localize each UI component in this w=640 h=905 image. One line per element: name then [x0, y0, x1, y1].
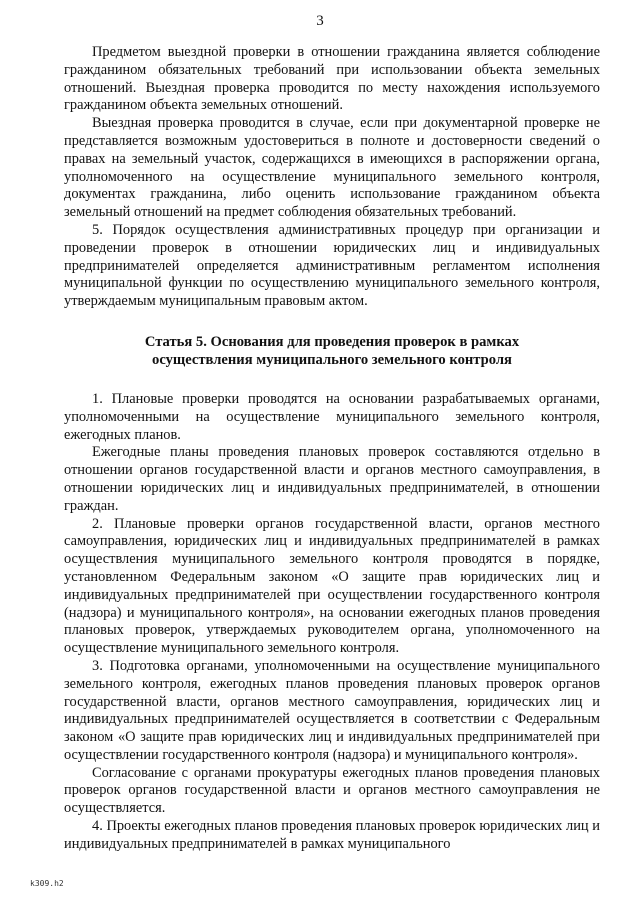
paragraph: Ежегодные планы проведения плановых проверок составляются отдельно в отношении органов государственной власти и органов местного самоуправления, в отношении юридических лиц и индивидуальных предпринимателей, в отношении граждан. [64, 444, 600, 514]
paragraph: Согласование с органами прокуратуры ежегодных планов проведения плановых проверок органов государственной власти и органов местного самоуправления не осуществляется. [64, 764, 600, 817]
article-heading-line: осуществления муниципального земельного контроля [152, 351, 512, 368]
paragraph: 4. Проекты ежегодных планов проведения плановых проверок юридических лиц и индивидуальных предпринимателей в рамках муниципального [64, 818, 600, 852]
footer-code: k309.h2 [30, 879, 64, 888]
paragraph: 5. Порядок осуществления административных процедур при организации и проведении проверок в отношении юридических лиц и индивидуальных предпринимателей определяется административным регламентом исполнения муниципальной функции по осуществлению муниципального земельного контроля, утверждаемым муниципальным правовым актом. [64, 221, 600, 310]
article-heading-line: Статья 5. Основания для проведения проверок в рамках [144, 333, 520, 350]
document-body [64, 44, 600, 854]
page-number: 3 [316, 13, 324, 29]
paragraph: Выездная проверка проводится в случае, если при документарной проверке не представляется возможным удостовериться в полноте и достоверности сведений о правах на земельный участок, содержащихся в имеющихся в распоряжении органа, уполномоченного на осуществление муниципального земельного контроля, документах гражданина, либо оценить использование гражданином объекта земельный отношений на предмет соблюдения обязательных требований. [64, 115, 600, 221]
article-heading [64, 333, 600, 369]
paragraph: Предметом выездной проверки в отношении гражданина является соблюдение гражданином обязательных требований при использовании объекта земельных отношений. Выездная проверка проводится по месту нахождения используемого гражданином объекта земельных отношений. [64, 44, 600, 114]
paragraph: 3. Подготовка органами, уполномоченными на осуществление муниципального земельного контроля, ежегодных планов проведения плановых проверок органов государственной власти, органов местного самоуправления, юридических лиц и индивидуальных предпринимателей осуществляется в соответствии с Федеральным законом «О защите прав юридических лиц и индивидуальных предпринимателей при осуществлении государственного контроля (надзора) и муниципального контроля». [64, 657, 600, 763]
paragraph: 1. Плановые проверки проводятся на основании разрабатываемых органами, уполномоченными на осуществление муниципального земельного контроля, ежегодных планов. [64, 390, 600, 443]
paragraph: 2. Плановые проверки органов государственной власти, органов местного самоуправления, юридических лиц и индивидуальных предпринимателей в рамках осуществления муниципального земельного контроля проводятся в порядке, установленном Федеральным законом «О защите прав юридических лиц и индивидуальных предпринимателей при осуществлении государственного контроля (надзора) и муниципального контроля», на основании ежегодных планов проведения плановых проверок, утверждаемых руководителем органа, уполномоченного на осуществление муниципального земельного контроля. [64, 515, 600, 657]
